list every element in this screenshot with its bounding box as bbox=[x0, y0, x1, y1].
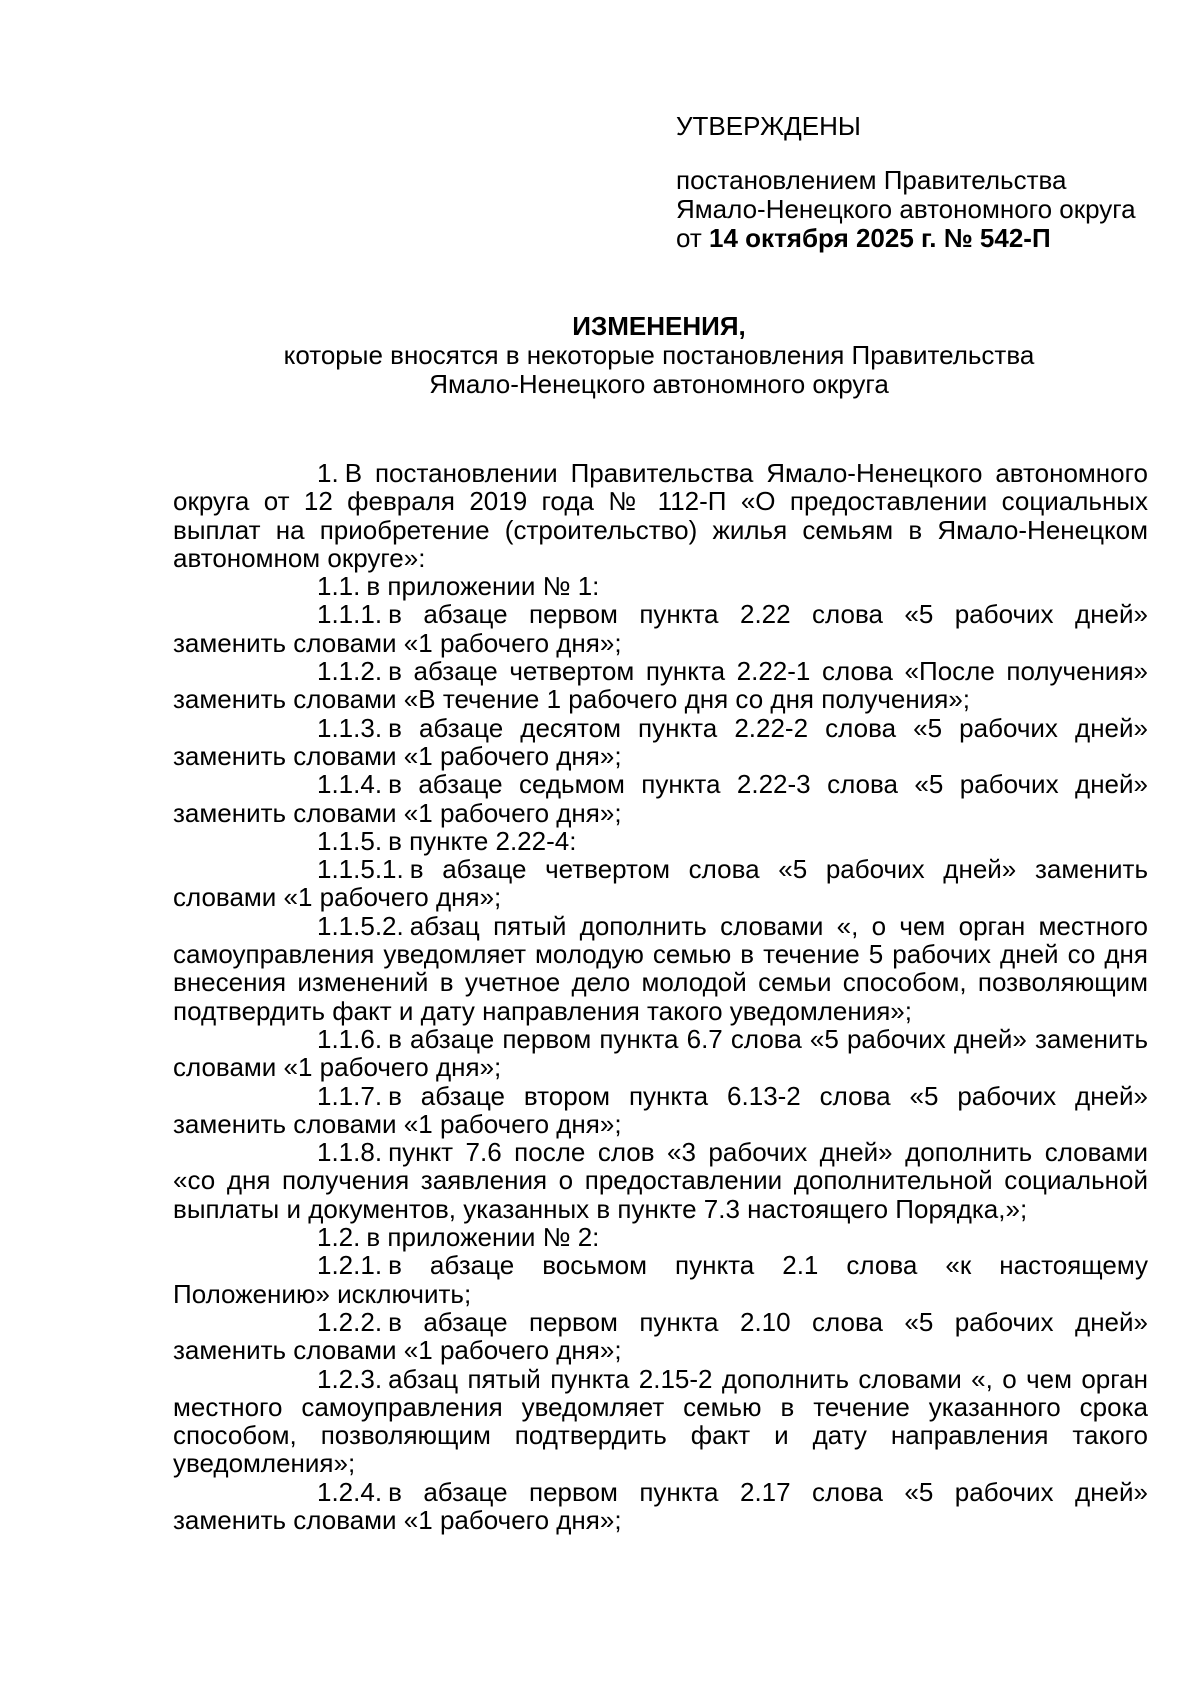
paragraph-text: в пункте 2.22-4: bbox=[388, 825, 577, 856]
paragraph-number: 1.2.2. bbox=[317, 1306, 383, 1337]
heading-subtitle-line-2: Ямало-Ненецкого автономного округа bbox=[429, 369, 889, 399]
paragraph-1-2-2 bbox=[173, 1308, 1148, 1365]
paragraph-number: 1.1.4. bbox=[317, 769, 383, 800]
paragraph-text: в абзаце четвертом слова «5 рабочих дней» заменить словами «1 рабочего дня»; bbox=[173, 854, 1148, 913]
paragraph-number: 1.2.1. bbox=[317, 1250, 383, 1281]
paragraph-text: в абзаце первом пункта 2.17 слова «5 рабочих дней» заменить словами «1 рабочего дня»; bbox=[173, 1476, 1148, 1535]
approval-block bbox=[676, 112, 1176, 253]
paragraph-text: в абзаце первом пункта 2.10 слова «5 рабочих дней» заменить словами «1 рабочего дня»; bbox=[173, 1306, 1148, 1366]
paragraph-1-1-3 bbox=[173, 714, 1148, 771]
paragraph-text: В постановлении Правительства Ямало-Ненецкого автономного округа от 12 февраля 2019 года № 112-П «О предоставлении социальных выплат на приобретение (строительство) жилья семьям в Ямало-Ненецком автономном округе»: bbox=[173, 458, 1148, 573]
paragraph-1-1-5-2 bbox=[173, 912, 1148, 1025]
paragraph-number: 1.1.1. bbox=[317, 599, 383, 630]
paragraph-number: 1.1.3. bbox=[317, 712, 383, 743]
paragraph-text: в абзаце втором пункта 6.13-2 слова «5 рабочих дней» заменить словами «1 рабочего дня»; bbox=[173, 1080, 1148, 1139]
paragraph-text: в приложении № 2: bbox=[366, 1222, 600, 1253]
paragraph-1-1-1 bbox=[173, 600, 1148, 657]
heading-subtitle-line-1: которые вносятся в некоторые постановления Правительства bbox=[283, 340, 1035, 370]
approval-date-value: 14 октября 2025 г. № 542-П bbox=[709, 223, 1051, 253]
paragraph-text: в абзаце восьмом пункта 2.1 слова «к настоящему Положению» исключить; bbox=[173, 1250, 1148, 1309]
paragraph-1-2-1 bbox=[173, 1251, 1148, 1308]
paragraph-text: в абзаце первом пункта 2.22 слова «5 рабочих дней» заменить словами «1 рабочего дня»; bbox=[173, 599, 1148, 658]
paragraph-text: в абзаце седьмом пункта 2.22-3 слова «5 рабочих дней» заменить словами «1 рабочего дня»; bbox=[173, 769, 1148, 828]
paragraph-text: абзац пятый пункта 2.15-2 дополнить словами «, о чем орган местного самоуправления уведомляет семью в течение указанного срока способом, позволяющим подтвердить факт и дату направления такого уведомления»; bbox=[173, 1363, 1148, 1479]
heading-title: ИЗМЕНЕНИЯ, bbox=[572, 311, 746, 341]
paragraph-text: в приложении № 1: bbox=[366, 571, 600, 602]
paragraph-1-2-3 bbox=[173, 1365, 1148, 1478]
approval-line-1: постановлением Правительства bbox=[676, 165, 1067, 195]
paragraph-number: 1.1.7. bbox=[317, 1080, 383, 1111]
paragraph-number: 1.1.2. bbox=[317, 656, 383, 687]
paragraph-1-1-5 bbox=[173, 827, 1148, 855]
paragraph-number: 1.2. bbox=[317, 1222, 361, 1253]
paragraph-number: 1.1.8. bbox=[317, 1137, 383, 1168]
paragraph-number: 1.1.5.2. bbox=[317, 910, 404, 941]
paragraph-number: 1.1.6. bbox=[317, 1023, 383, 1054]
approval-date-prefix: от bbox=[676, 223, 702, 253]
paragraph-text: в абзаце десятом пункта 2.22-2 слова «5 рабочих дней» заменить словами «1 рабочего дня»; bbox=[173, 712, 1148, 771]
document-body bbox=[173, 459, 1148, 1534]
paragraph-1-1-2 bbox=[173, 657, 1148, 714]
paragraph-1-2-4 bbox=[173, 1478, 1148, 1535]
paragraph-text: в абзаце первом пункта 6.7 слова «5 рабочих дней» заменить словами «1 рабочего дня»; bbox=[173, 1023, 1148, 1083]
approval-line-2: Ямало-Ненецкого автономного округа bbox=[676, 194, 1136, 224]
paragraph-number: 1.2.3. bbox=[317, 1363, 383, 1394]
paragraph-number: 1.1. bbox=[317, 571, 361, 602]
paragraph-1-1-5-1 bbox=[173, 855, 1148, 912]
paragraph-text: пункт 7.6 после слов «3 рабочих дней» дополнить словами «со дня получения заявления о предоставлении дополнительной социальной выплаты и документов, указанных в пункте 7.3 настоящего Порядка,»; bbox=[173, 1137, 1148, 1224]
paragraph-1-1 bbox=[173, 572, 1148, 600]
document-heading bbox=[170, 312, 1148, 399]
paragraph-number: 1.1.5.1. bbox=[317, 854, 404, 885]
paragraph-number: 1. bbox=[317, 458, 339, 488]
paragraph-1 bbox=[173, 459, 1148, 572]
approval-date-line bbox=[676, 224, 1176, 253]
paragraph-number: 1.1.5. bbox=[317, 825, 383, 856]
paragraph-number: 1.2.4. bbox=[317, 1476, 383, 1507]
paragraph-text: абзац пятый дополнить словами «, о чем орган местного самоуправления уведомляет молодую семью в течение 5 рабочих дней со дня внесения изменений в учетное дело молодой семьи способом, позволяющим подтвердить факт и дату направления такого уведомления»; bbox=[173, 910, 1148, 1026]
paragraph-1-1-8 bbox=[173, 1138, 1148, 1223]
paragraph-1-1-6 bbox=[173, 1025, 1148, 1082]
paragraph-text: в абзаце четвертом пункта 2.22-1 слова «После получения» заменить словами «В течение 1 рабочего дня со дня получения»; bbox=[173, 656, 1148, 715]
approval-title: УТВЕРЖДЕНЫ bbox=[676, 111, 861, 141]
paragraph-1-1-4 bbox=[173, 770, 1148, 827]
paragraph-1-2 bbox=[173, 1223, 1148, 1251]
paragraph-1-1-7 bbox=[173, 1082, 1148, 1139]
